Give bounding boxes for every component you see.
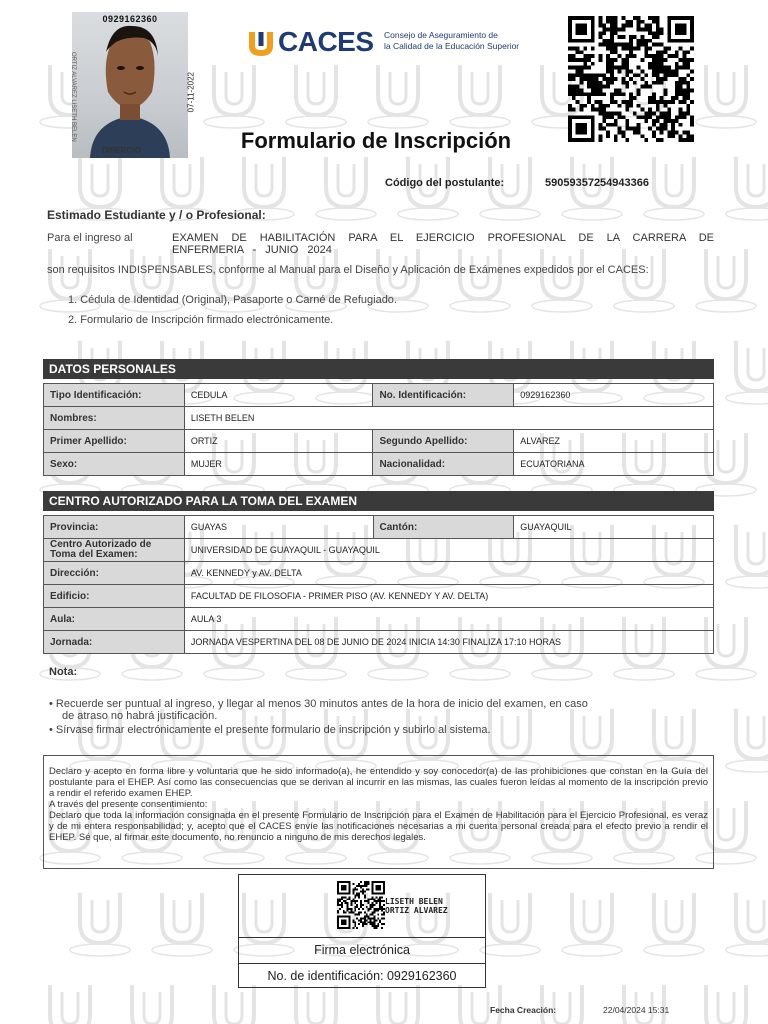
table-row bbox=[44, 430, 714, 453]
field-value: JORNADA VESPERTINA DEL 08 DE JUNIO DE 2024 INICIA 14:30 FINALIZA 17:10 HORAS bbox=[184, 631, 713, 654]
field-label: Centro Autorizado de Toma del Examen: bbox=[44, 539, 185, 562]
table-row bbox=[44, 516, 714, 539]
field-value: MUJER bbox=[184, 453, 373, 476]
table-row bbox=[44, 407, 714, 430]
table-row bbox=[44, 453, 714, 476]
personal-data-table bbox=[43, 383, 714, 476]
logo-wordmark: CACES bbox=[278, 26, 374, 57]
signature-id: No. de identificación: 0929162360 bbox=[267, 969, 457, 983]
signature-qr-code bbox=[337, 881, 385, 929]
logo-subtitle bbox=[384, 30, 524, 52]
table-row bbox=[44, 384, 714, 407]
signer-name-line2: ORTIZ ALVAREZ bbox=[385, 906, 448, 915]
page-title: Formulario de Inscripción bbox=[240, 128, 512, 153]
table-row bbox=[44, 539, 714, 562]
exam-name-line2: ENFERMERIA - JUNIO 2024 bbox=[172, 244, 332, 256]
field-value: AULA 3 bbox=[184, 608, 713, 631]
declaration-paragraph: Declaro que toda la información consignada en el presente Formulario de Inscripción para el Examen de Habilitación para el Ejercicio Profesional, es veraz y de mi entera responsabilidad; y, acepto que el CACES envíe las notificaciones necesarias a mi cuenta personal creada para el efecto previo a rendir el EHEP. Sé que, al firmar este documento, no renuncio a ninguno de mis derechos legales. bbox=[49, 810, 708, 843]
signer-name bbox=[385, 897, 448, 915]
creation-date-label: Fecha Creación: bbox=[490, 1005, 557, 1015]
field-value: LISETH BELEN bbox=[184, 407, 713, 430]
photo-stamp: DISERCIO bbox=[102, 146, 141, 155]
qr-code bbox=[565, 16, 697, 142]
field-value: CEDULA bbox=[184, 384, 373, 407]
field-label: Aula: bbox=[44, 608, 185, 631]
field-value: AV. KENNEDY y AV. DELTA bbox=[184, 562, 713, 585]
section-personal-data: DATOS PERSONALES bbox=[43, 359, 714, 379]
table-row bbox=[44, 562, 714, 585]
field-value: UNIVERSIDAD DE GUAYAQUIL - GUAYAQUIL bbox=[184, 539, 713, 562]
field-value: FACULTAD DE FILOSOFIA - PRIMER PISO (AV. KENNEDY Y AV. DELTA) bbox=[184, 585, 713, 608]
signer-name-line1: LISETH BELEN bbox=[385, 897, 443, 906]
field-label: Tipo Identificación: bbox=[44, 384, 185, 407]
requirement-item: 2. Formulario de Inscripción firmado electrónicamente. bbox=[68, 314, 334, 326]
section-exam-center: CENTRO AUTORIZADO PARA LA TOMA DEL EXAMEN bbox=[43, 491, 714, 511]
logo-subtitle-line1: Consejo de Aseguramiento de bbox=[384, 30, 498, 40]
field-label: No. Identificación: bbox=[373, 384, 514, 407]
declaration-paragraph: A través del presente consentimiento: bbox=[49, 799, 208, 810]
field-value: 0929162360 bbox=[514, 384, 714, 407]
photo-date: 07-11-2022 bbox=[186, 72, 195, 113]
note-line: • Recuerde ser puntual al ingreso, y llegar al menos 30 minutos antes de la hora de inicio del examen, en caso bbox=[49, 698, 588, 710]
field-label: Jornada: bbox=[44, 631, 185, 654]
declaration-box bbox=[43, 755, 714, 869]
requirements-text: son requisitos INDISPENSABLES, conforme al Manual para el Diseño y Aplicación de Exámenes expedidos por el CACES: bbox=[47, 264, 649, 276]
signature-stamp bbox=[239, 875, 485, 938]
applicant-code-value: 59059357254943366 bbox=[545, 177, 650, 189]
caces-emblem-icon bbox=[246, 28, 276, 58]
requirement-item: 1. Cédula de Identidad (Original), Pasaporte o Carné de Refugiado. bbox=[68, 294, 397, 306]
field-value: ALVAREZ bbox=[514, 430, 714, 453]
field-label: Dirección: bbox=[44, 562, 185, 585]
applicant-code-label: Código del postulante: bbox=[385, 177, 505, 189]
field-label: Nombres: bbox=[44, 407, 185, 430]
note-line: de atraso no habrá justificación. bbox=[62, 710, 218, 722]
table-row bbox=[44, 608, 714, 631]
caces-logo bbox=[246, 26, 518, 60]
field-label: Primer Apellido: bbox=[44, 430, 185, 453]
field-value: ECUATORIANA bbox=[514, 453, 714, 476]
greeting: Estimado Estudiante y / o Profesional: bbox=[47, 208, 266, 222]
intro-prefix: Para el ingreso al bbox=[47, 232, 133, 244]
logo-subtitle-line2: la Calidad de la Educación Superior bbox=[384, 41, 520, 51]
exam-name-line1: EXAMEN DE HABILITACIÓN PARA EL EJERCICIO PROFESIONAL DE LA CARRERA DE bbox=[172, 232, 714, 244]
creation-date-value: 22/04/2024 15:31 bbox=[603, 1005, 670, 1015]
table-row bbox=[44, 585, 714, 608]
field-value: GUAYAS bbox=[184, 516, 373, 539]
field-value: GUAYAQUIL bbox=[514, 516, 714, 539]
field-label: Sexo: bbox=[44, 453, 185, 476]
declaration-paragraph: Declaro y acepto en forma libre y voluntaria que he sido informado(a), he entendido y soy conocedor(a) de las prohibiciones que constan en la Guía del postulante para el EHEP. Así como las consecuencias que se derivan al incurrir en las mismas, las cuales fueron leídas al momento de la inscripción previo a rendir el referido examen EHEP. bbox=[49, 766, 708, 799]
field-label: Provincia: bbox=[44, 516, 185, 539]
field-label: Nacionalidad: bbox=[373, 453, 514, 476]
field-value: ORTIZ bbox=[184, 430, 373, 453]
photo-side-text: ORTIZ ALVAREZ LISETH BELEN bbox=[70, 52, 76, 142]
note-line: • Sírvase firmar electrónicamente el presente formulario de inscripción y subirlo al sistema. bbox=[49, 724, 491, 736]
note-title: Nota: bbox=[49, 666, 78, 678]
signature-box bbox=[238, 874, 486, 988]
field-label: Cantón: bbox=[373, 516, 514, 539]
field-label: Segundo Apellido: bbox=[373, 430, 514, 453]
photo-id-number: 0929162360 bbox=[102, 14, 158, 24]
field-label: Edificio: bbox=[44, 585, 185, 608]
exam-center-table bbox=[43, 515, 714, 654]
signature-label: Firma electrónica bbox=[239, 937, 485, 964]
table-row bbox=[44, 631, 714, 654]
